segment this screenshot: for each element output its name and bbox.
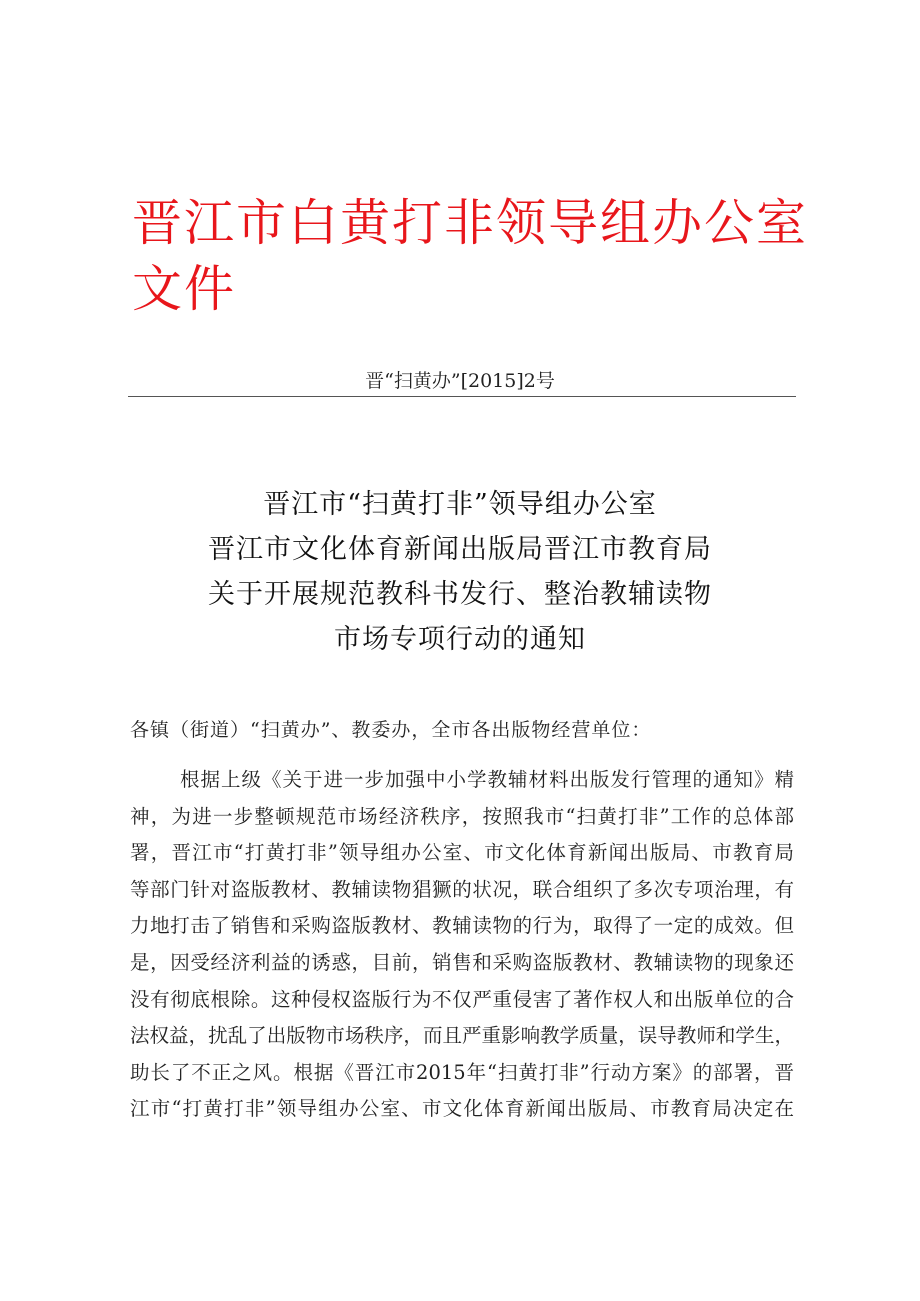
- body-line: 没有彻底根除。这种侵权盗版行为不仅严重侵害了著作权人和出版单位的合: [130, 987, 794, 1011]
- body-line: 署，晋江市“打黄打非”领导组办公室、市文化体育新闻出版局、市教育局: [130, 841, 794, 865]
- body-line: 助长了不正之风。根据《晋江市2015年“扫黄打非”行动方案》的部署，晋: [130, 1060, 794, 1084]
- notice-title: [0, 482, 920, 662]
- body-line: 神，为进一步整顿规范市场经济秩序，按照我市“扫黄打非”工作的总体部: [130, 804, 794, 828]
- header-divider: [128, 396, 796, 397]
- body-line: 江市“打黄打非”领导组办公室、市文化体育新闻出版局、市教育局决定在: [130, 1097, 794, 1121]
- notice-title-line: 关于开展规范教科书发行、整治教辅读物: [208, 579, 712, 610]
- addressee-line: 各镇（街道）“扫黄办”、教委办，全市各出版物经营单位：: [130, 719, 652, 741]
- document-number: 晋“扫黄办”[2015]2号: [365, 370, 555, 392]
- body-line: 等部门针对盗版教材、教辅读物猖獗的状况，联合组织了多次专项治理，有: [130, 877, 794, 901]
- document-header-title: 晋江市白黄打非领导组办公室文件: [132, 194, 808, 318]
- notice-title-line: 晋江市“扫黄打非”领导组办公室: [263, 489, 657, 520]
- notice-title-line: 市场专项行动的通知: [334, 624, 586, 655]
- body-line: 是，因受经济利益的诱惑，目前，销售和采购盗版教材、教辅读物的现象还: [130, 950, 794, 974]
- body-line: 力地打击了销售和采购盗版教材、教辅读物的行为，取得了一定的成效。但: [130, 914, 794, 938]
- notice-title-line: 晋江市文化体育新闻出版局晋江市教育局: [208, 534, 712, 565]
- body-paragraph: [130, 762, 794, 1128]
- body-line: 法权益，扰乱了出版物市场秩序，而且严重影响教学质量，误导教师和学生，: [130, 1024, 794, 1048]
- body-line: 根据上级《关于进一步加强中小学教辅材料出版发行管理的通知》精: [180, 768, 794, 791]
